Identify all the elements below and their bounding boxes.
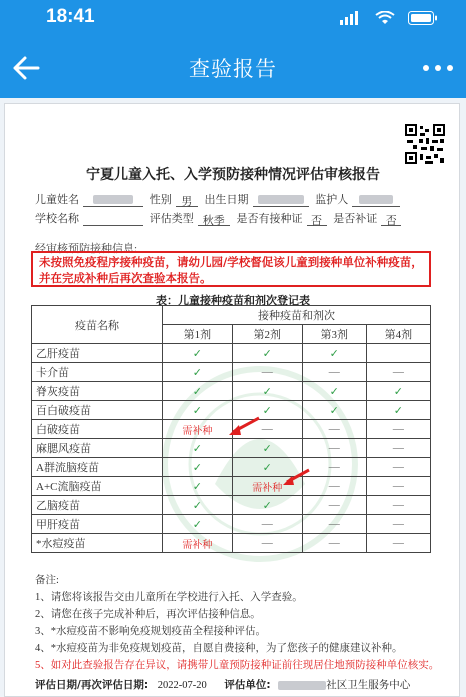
dose-cell: ✓ [232,439,302,458]
dose-cell: — [366,477,430,496]
wifi-icon [375,11,395,25]
document-title: 宁夏儿童入托、入学预防接种情况评估审核报告 [86,167,380,183]
dose-cell: ✓ [163,458,233,477]
dose-cell: — [302,477,366,496]
dose-cell: 需补种 [232,477,302,496]
table-caption: 表：儿童接种疫苗和剂次登记表 [156,295,310,307]
vaccine-name: 百白破疫苗 [32,401,163,420]
dose-cell: — [232,515,302,534]
vaccine-name: 乙脑疫苗 [32,496,163,515]
dose-cell: — [232,420,302,439]
vaccine-name: 麻腮风疫苗 [32,439,163,458]
gender-value: 男 [176,193,198,207]
vaccine-name: 乙肝疫苗 [32,344,163,363]
dose-cell: ✓ [366,401,430,420]
dose-cell: ✓ [163,344,233,363]
dose-cell: — [302,363,366,382]
table-row [32,496,431,515]
eval-unit-redacted [278,681,326,690]
page-title: 查验报告 [189,57,277,81]
vaccine-name: 卡介苗 [32,363,163,382]
dose-header: 第2剂 [232,325,302,344]
has-cert-label: 是否有接种证 [236,213,303,225]
reissue-value: 否 [381,212,401,226]
report-document [4,103,460,697]
dose-cell: — [302,458,366,477]
dose-cell: ✓ [163,496,233,515]
dose-cell: ✓ [232,382,302,401]
dose-cell: ✓ [232,401,302,420]
dose-header: 第1剂 [163,325,233,344]
school-label: 学校名称 [35,213,79,225]
dose-cell: — [366,363,430,382]
dose-cell: 需补种 [163,534,233,553]
vaccine-name: A群流脑疫苗 [32,458,163,477]
eval-type-value: 秋季 [198,212,230,226]
note-item: 5、如对此查验报告存在异议，请携带儿童预防接种证前往现居住地预防接种单位核实。 [35,660,440,671]
table-row [32,439,431,458]
alert-box [31,251,431,287]
table-row [32,458,431,477]
red-arrow-icon [227,416,261,438]
table-row [32,477,431,496]
eval-type-label: 评估类型 [149,213,194,225]
vaccine-name-header: 疫苗名称 [32,306,163,344]
dose-cell: ✓ [302,382,366,401]
qr-code-icon [405,124,445,164]
info-row-2 [35,210,405,226]
table-row [32,534,431,553]
dose-cell: ✓ [163,439,233,458]
table-row [32,382,431,401]
dose-cell: ✓ [366,382,430,401]
dose-cell: ✓ [163,477,233,496]
dose-cell: — [366,420,430,439]
dose-cell: ✓ [163,515,233,534]
gender-label: 性别 [149,194,172,206]
note-item: 3、*水痘疫苗不影响免疫规划疫苗全程接种评估。 [35,626,266,637]
dose-cell: — [232,363,302,382]
birth-label: 出生日期 [204,194,249,206]
signal-icon [340,11,360,25]
school-value [83,212,143,226]
vaccine-name: *水痘疫苗 [32,534,163,553]
dose-cell: — [232,534,302,553]
dose-cell [366,344,430,363]
vaccine-name: 白破疫苗 [32,420,163,439]
vaccine-name: 脊灰疫苗 [32,382,163,401]
has-cert-value: 否 [307,212,327,226]
dose-cell: — [366,534,430,553]
status-time: 18:41 [46,6,95,27]
notes-title: 备注: [35,575,59,586]
info-row-1 [35,191,404,207]
dose-cell: ✓ [163,382,233,401]
dose-cell: — [302,534,366,553]
dose-header: 第4剂 [366,325,430,344]
dose-cell: ✓ [232,458,302,477]
guardian-label: 监护人 [315,194,349,206]
dose-cell: ✓ [163,363,233,382]
table-row [32,515,431,534]
alert-text: 未按照免疫程序接种疫苗，请幼儿园/学校督促该儿童到接种单位补种疫苗，并在完成补种后再次查验本报告。 [39,255,423,285]
eval-unit-label: 评估单位: [224,679,271,691]
guardian-value [352,193,400,207]
dose-cell: 需补种 [163,420,233,439]
dose-cell: ✓ [302,344,366,363]
note-item: 1、请您将该报告交由儿童所在学校进行入托、入学查验。 [35,592,303,603]
dose-cell: — [366,458,430,477]
dose-cell: — [366,496,430,515]
more-options-icon[interactable] [420,56,456,80]
dose-cell: — [366,515,430,534]
vaccine-name: 甲肝疫苗 [32,515,163,534]
note-item: 4、*水痘疫苗为非免疫规划疫苗，自愿自费接种，为了您孩子的健康建议补种。 [35,643,403,654]
note-item: 2、请您在孩子完成补种后，再次评估接种信息。 [35,609,261,620]
section-label: 经审核预防接种信息: [35,243,138,255]
table-row [32,363,431,382]
battery-icon [408,11,438,25]
birth-value [253,193,309,207]
dose-cell: ✓ [232,496,302,515]
dose-cell: ✓ [163,401,233,420]
eval-date-label: 评估日期/再次评估日期: [35,679,149,691]
dose-cell: ✓ [232,344,302,363]
nav-bar [0,38,466,98]
dose-cell: ✓ [302,401,366,420]
dose-header: 第3剂 [302,325,366,344]
status-bar [0,0,466,38]
vaccine-name: A+C流脑疫苗 [32,477,163,496]
dose-cell: — [302,420,366,439]
dose-cell: — [302,496,366,515]
table-row [32,344,431,363]
dose-group-header: 接种疫苗和剂次 [163,306,431,325]
eval-unit-value: 社区卫生服务中心 [326,680,411,691]
reissue-label: 是否补证 [333,213,378,225]
dose-cell: — [302,515,366,534]
dose-cell: — [366,439,430,458]
footer [35,677,410,692]
eval-date-value: 2022-07-20 [157,680,207,691]
dose-cell: — [302,439,366,458]
child-name-value [83,193,143,207]
child-name-label: 儿童姓名 [35,194,79,206]
red-arrow-icon [281,468,311,488]
notes-section [35,572,455,674]
